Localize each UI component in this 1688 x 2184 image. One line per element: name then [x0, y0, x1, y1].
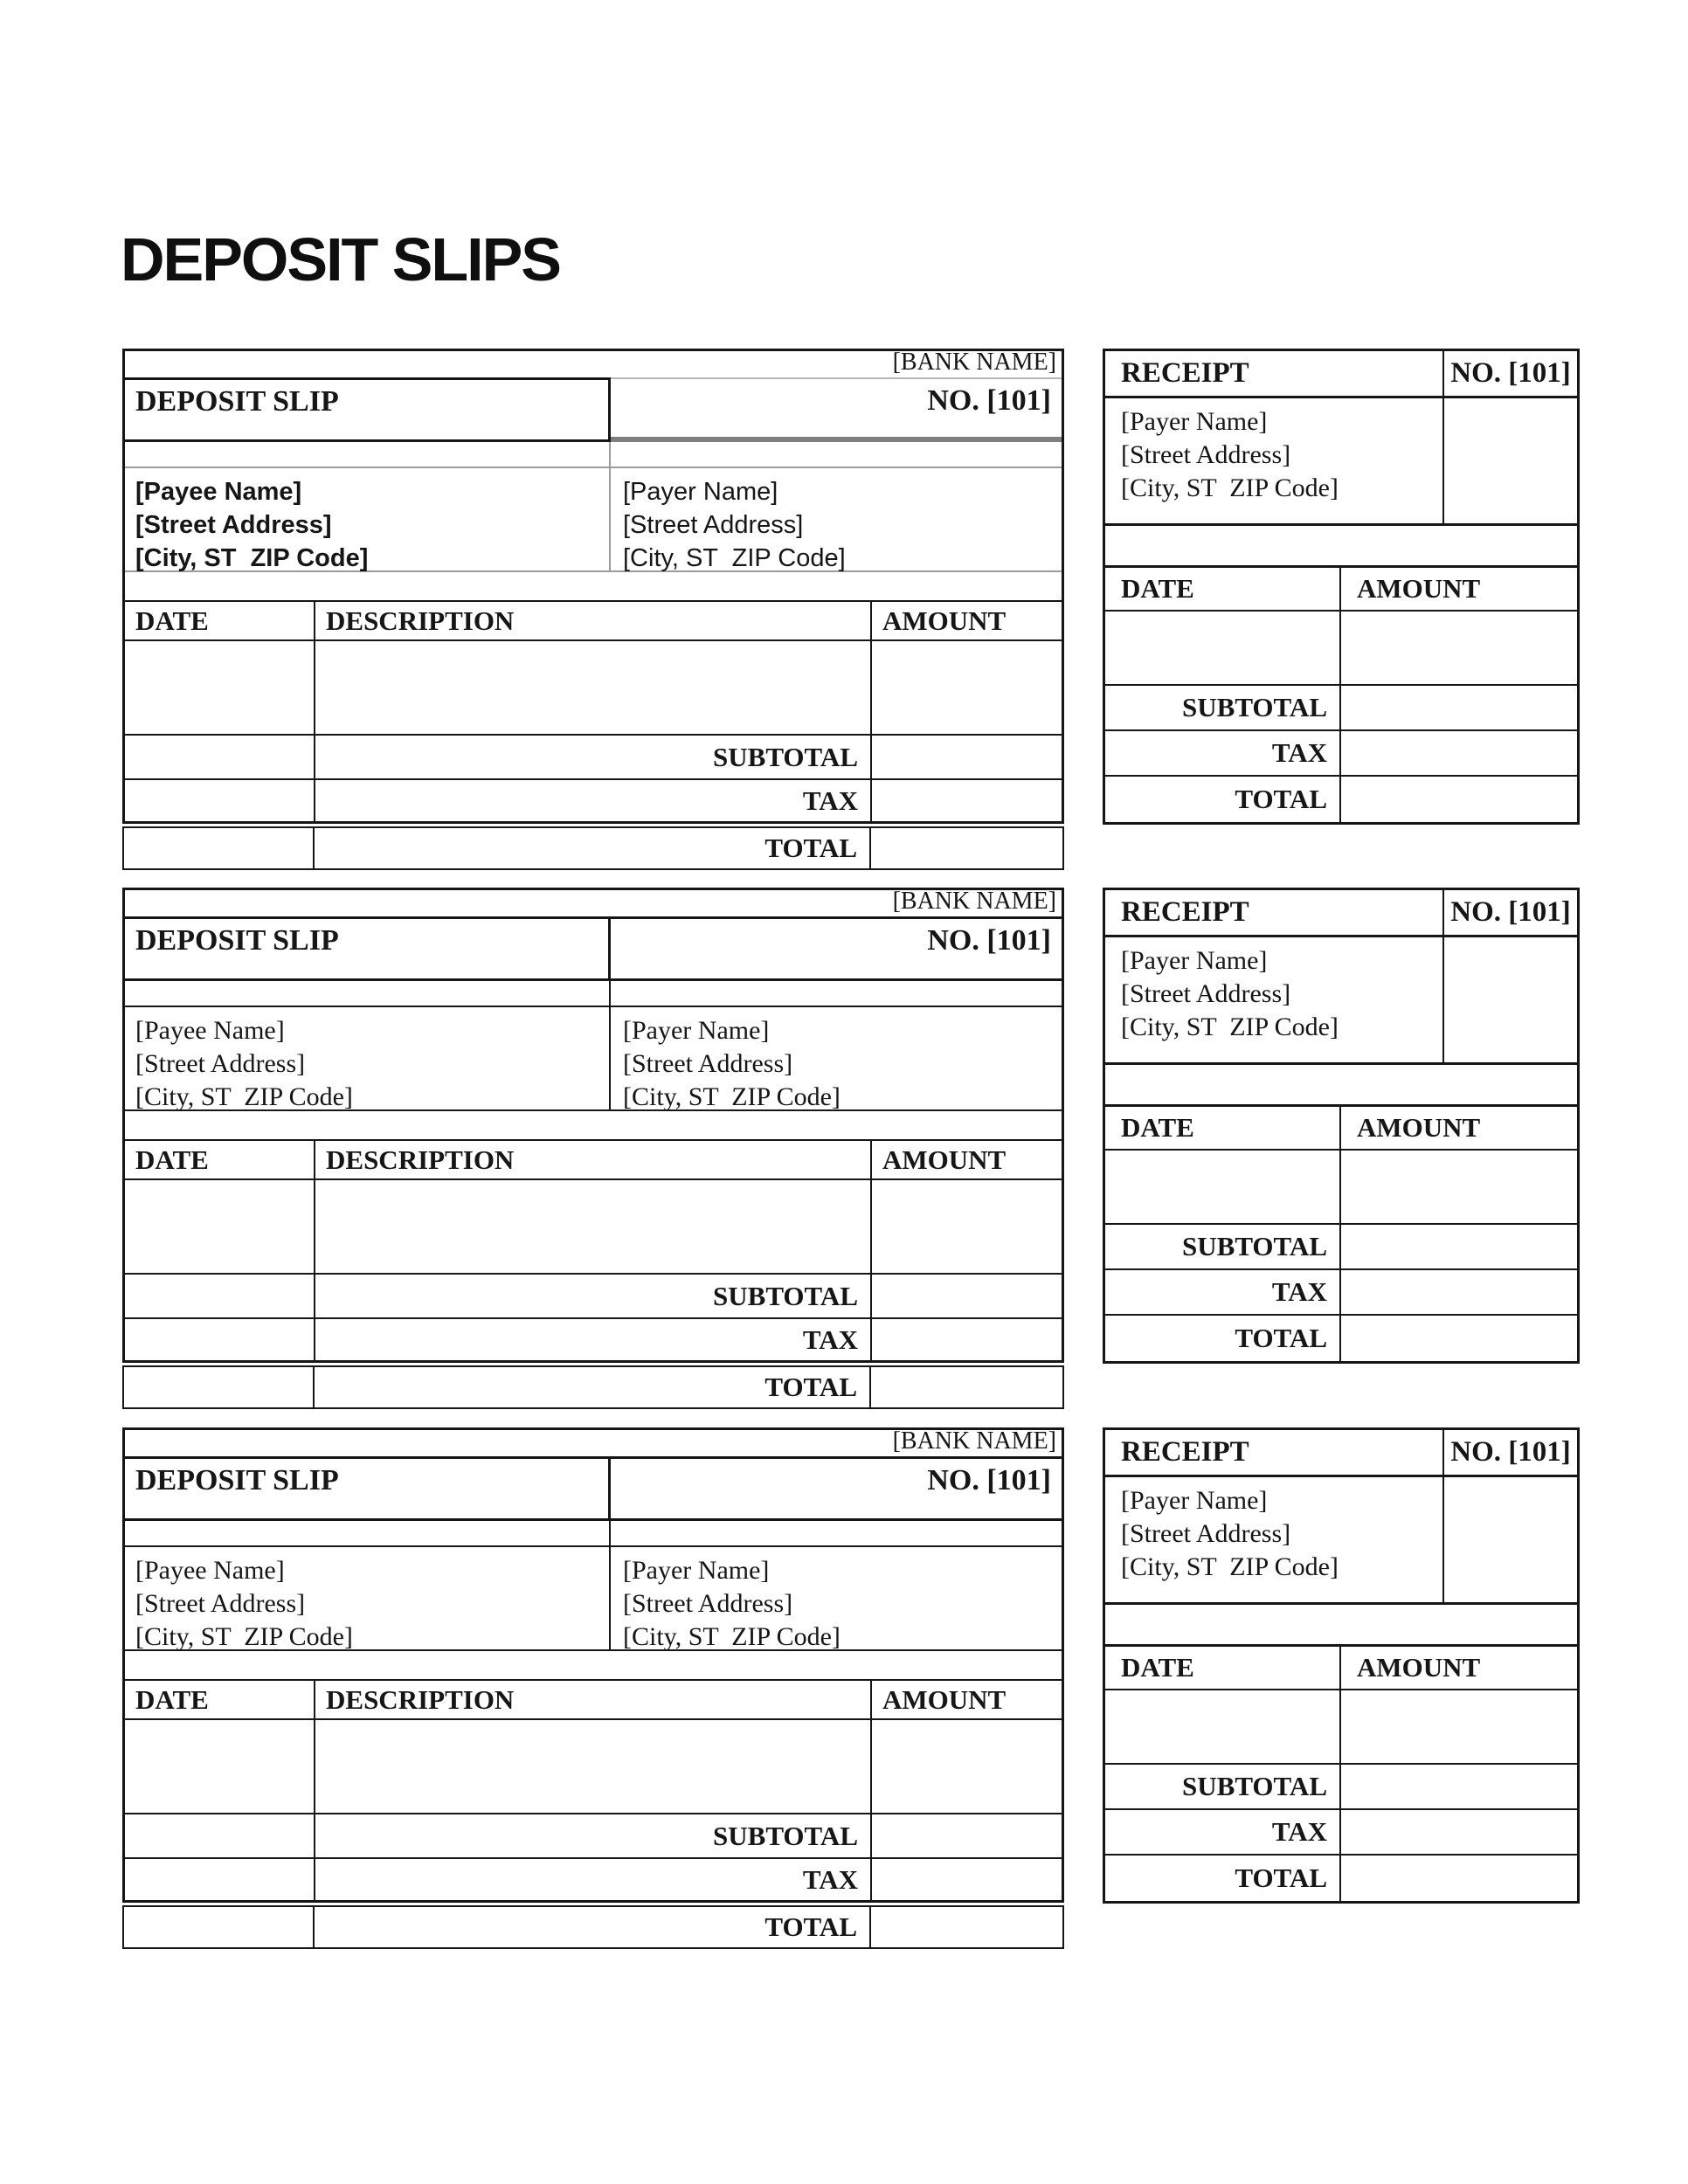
- subtotal-row: [125, 1814, 1062, 1859]
- slip-title-box: [125, 1456, 611, 1521]
- payer-street: [Street Address]: [1121, 979, 1291, 1008]
- subtotal-label: SUBTOTAL: [315, 736, 872, 778]
- subtotal-row: [125, 736, 1062, 780]
- total-row: [1105, 1316, 1577, 1361]
- slip-number: NO. [101]: [927, 1464, 1051, 1496]
- subtotal-label: SUBTOTAL: [315, 1814, 872, 1857]
- date-cell: [124, 828, 315, 868]
- address-row: [125, 1007, 1062, 1111]
- tax-amount-cell: [1341, 1270, 1577, 1314]
- description-column-header: DESCRIPTION: [315, 602, 872, 639]
- slip-title: DEPOSIT SLIP: [135, 385, 339, 418]
- subtotal-row: [125, 1275, 1062, 1319]
- date-column-header: DATE: [1105, 568, 1341, 610]
- deposit-slip-group: [0, 1427, 1688, 1956]
- date-column-header: DATE: [125, 1141, 315, 1178]
- tax-amount-cell: [872, 1859, 1062, 1900]
- slip-header-row: [125, 916, 1062, 981]
- payee-name: [Payee Name]: [135, 1016, 285, 1045]
- spacer-row: [125, 981, 1062, 1007]
- payee-street: [Street Address]: [135, 1049, 306, 1078]
- subtotal-amount-cell: [1341, 686, 1577, 729]
- total-label: TOTAL: [1105, 1856, 1341, 1901]
- total-row: [122, 826, 1064, 870]
- table-header-row: [1105, 1104, 1577, 1151]
- date-column-header: DATE: [1105, 1107, 1341, 1149]
- table-header-row: [1105, 1644, 1577, 1690]
- date-cell: [125, 1814, 315, 1857]
- amount-cell: [1341, 1690, 1577, 1763]
- address-row: [125, 1547, 1062, 1651]
- total-label: TOTAL: [1105, 1316, 1341, 1361]
- description-cell: [315, 1180, 872, 1273]
- receipt: [1103, 1427, 1580, 1904]
- deposit-slip-group: [0, 349, 1688, 877]
- amount-cell: [872, 1720, 1062, 1813]
- payer-address-block: [611, 468, 1062, 570]
- tax-amount-cell: [1341, 1810, 1577, 1854]
- date-cell: [1105, 612, 1341, 684]
- spacer-cell: [125, 981, 611, 1006]
- amount-cell: [1341, 1151, 1577, 1223]
- date-cell: [125, 1720, 315, 1813]
- payer-address-block: [1105, 1477, 1442, 1602]
- payer-city: [City, ST ZIP Code]: [623, 1082, 841, 1111]
- spacer-row: [125, 1651, 1062, 1679]
- receipt-address-row: [1105, 937, 1577, 1065]
- bank-name: [BANK NAME]: [892, 888, 1056, 915]
- total-amount-cell: [1341, 1316, 1577, 1361]
- subtotal-amount-cell: [872, 1814, 1062, 1857]
- subtotal-amount-cell: [872, 736, 1062, 778]
- payer-name: [Payer Name]: [1121, 1486, 1268, 1515]
- date-cell: [125, 641, 315, 734]
- tax-row: [1105, 1810, 1577, 1856]
- page-title: DEPOSIT SLIPS: [121, 225, 560, 294]
- date-cell: [125, 1859, 315, 1900]
- total-label: TOTAL: [1105, 777, 1341, 822]
- receipt: [1103, 888, 1580, 1364]
- total-row: [122, 1365, 1064, 1409]
- receipt-header-row: [1105, 1430, 1577, 1477]
- table-entry-row: [125, 1720, 1062, 1814]
- amount-column-header: AMOUNT: [1357, 1112, 1481, 1143]
- payer-address-block: [611, 1547, 1062, 1649]
- receipt-number-empty-cell: [1442, 937, 1577, 1062]
- payee-street: [Street Address]: [135, 1589, 306, 1618]
- amount-column-header: AMOUNT: [1357, 573, 1481, 604]
- total-row: [1105, 1856, 1577, 1901]
- table-header-row: [125, 1679, 1062, 1720]
- total-amount-cell: [871, 1367, 1062, 1407]
- description-column-header: DESCRIPTION: [315, 1141, 872, 1178]
- tax-row: [1105, 1270, 1577, 1316]
- receipt-header-row: [1105, 890, 1577, 937]
- amount-column-header: AMOUNT: [882, 1144, 1007, 1175]
- spacer-row: [1105, 526, 1577, 565]
- slip-number: NO. [101]: [927, 384, 1051, 417]
- date-cell: [124, 1367, 315, 1407]
- payee-city: [City, ST ZIP Code]: [135, 544, 369, 572]
- subtotal-amount-cell: [1341, 1225, 1577, 1268]
- tax-row: [125, 780, 1062, 821]
- spacer-row: [125, 1521, 1062, 1547]
- payer-name: [Payer Name]: [1121, 946, 1268, 975]
- payer-address-block: [1105, 398, 1442, 523]
- tax-row: [125, 1319, 1062, 1360]
- tax-label: TAX: [315, 780, 872, 821]
- subtotal-row: [1105, 1225, 1577, 1270]
- table-entry-row: [125, 1180, 1062, 1275]
- description-cell: [315, 1720, 872, 1813]
- date-cell: [125, 780, 315, 821]
- payer-street: [Street Address]: [623, 511, 804, 539]
- bank-name: [BANK NAME]: [892, 349, 1056, 376]
- bank-name: [BANK NAME]: [892, 1427, 1056, 1455]
- receipt-title: RECEIPT: [1121, 896, 1249, 928]
- subtotal-label: SUBTOTAL: [1105, 1765, 1341, 1808]
- slip-header-row: [125, 377, 1062, 442]
- tax-amount-cell: [1341, 731, 1577, 775]
- slip-title: DEPOSIT SLIP: [135, 924, 339, 957]
- subtotal-label: SUBTOTAL: [315, 1275, 872, 1317]
- spacer-row: [125, 572, 1062, 600]
- payer-name: [Payer Name]: [623, 1556, 770, 1585]
- payee-street: [Street Address]: [135, 511, 332, 539]
- amount-cell: [872, 1180, 1062, 1273]
- spacer-row: [125, 442, 1062, 468]
- payee-address-block: [125, 1547, 611, 1649]
- subtotal-amount-cell: [872, 1275, 1062, 1317]
- spacer-cell: [125, 442, 611, 467]
- payer-city: [City, ST ZIP Code]: [1121, 1552, 1339, 1581]
- date-column-header: DATE: [1105, 1647, 1341, 1689]
- bank-name-row: [125, 351, 1062, 377]
- table-header-row: [1105, 565, 1577, 612]
- receipt-number: NO. [101]: [1442, 351, 1577, 396]
- payer-city: [City, ST ZIP Code]: [1121, 473, 1339, 502]
- payee-address-block: [125, 468, 611, 570]
- slip-number-box: [611, 377, 1062, 442]
- tax-label: TAX: [1105, 1270, 1341, 1314]
- tax-row: [1105, 731, 1577, 777]
- payer-street: [Street Address]: [1121, 1519, 1291, 1548]
- subtotal-row: [1105, 1765, 1577, 1810]
- tax-label: TAX: [315, 1859, 872, 1900]
- receipt-number: NO. [101]: [1442, 890, 1577, 935]
- spacer-cell: [611, 981, 1062, 1006]
- description-cell: [315, 641, 872, 734]
- table-header-row: [125, 1139, 1062, 1180]
- amount-column-header: AMOUNT: [1357, 1652, 1481, 1683]
- payer-address-block: [611, 1007, 1062, 1109]
- spacer-row: [1105, 1605, 1577, 1644]
- table-entry-row: [1105, 1151, 1577, 1225]
- payer-street: [Street Address]: [623, 1049, 793, 1078]
- deposit-slip-group: [0, 888, 1688, 1416]
- deposit-slip-box: [122, 888, 1064, 1363]
- receipt-header-row: [1105, 351, 1577, 398]
- total-label: TOTAL: [315, 1367, 871, 1407]
- receipt-title: RECEIPT: [1121, 1436, 1249, 1468]
- slip-title-box: [125, 377, 611, 442]
- deposit-slip: [122, 888, 1064, 1409]
- tax-row: [125, 1859, 1062, 1900]
- tax-amount-cell: [872, 780, 1062, 821]
- spacer-cell: [611, 442, 1062, 467]
- amount-column-header: AMOUNT: [882, 1683, 1007, 1715]
- payee-city: [City, ST ZIP Code]: [135, 1622, 353, 1651]
- date-cell: [1105, 1151, 1341, 1223]
- payer-city: [City, ST ZIP Code]: [1121, 1013, 1339, 1041]
- table-header-row: [125, 600, 1062, 641]
- date-column-header: DATE: [125, 1681, 315, 1718]
- bank-name-row: [125, 1427, 1062, 1456]
- receipt: [1103, 349, 1580, 825]
- amount-column-header: AMOUNT: [882, 605, 1007, 636]
- date-cell: [125, 1275, 315, 1317]
- tax-label: TAX: [1105, 1810, 1341, 1854]
- total-row: [122, 1905, 1064, 1949]
- slip-number-box: [611, 1456, 1062, 1521]
- payer-street: [Street Address]: [1121, 440, 1291, 469]
- deposit-slip-box: [122, 349, 1064, 824]
- total-label: TOTAL: [315, 828, 871, 868]
- payee-name: [Payee Name]: [135, 478, 302, 506]
- date-cell: [125, 1180, 315, 1273]
- spacer-row: [1105, 1065, 1577, 1104]
- payee-city: [City, ST ZIP Code]: [135, 1082, 353, 1111]
- payee-address-block: [125, 1007, 611, 1109]
- date-cell: [125, 1319, 315, 1360]
- deposit-slip-box: [122, 1427, 1064, 1903]
- total-amount-cell: [1341, 777, 1577, 822]
- date-cell: [125, 736, 315, 778]
- receipt-title: RECEIPT: [1121, 357, 1249, 389]
- receipt-number: NO. [101]: [1442, 1430, 1577, 1475]
- payer-address-block: [1105, 937, 1442, 1062]
- amount-cell: [1341, 612, 1577, 684]
- date-column-header: DATE: [125, 602, 315, 639]
- slip-title: DEPOSIT SLIP: [135, 1464, 339, 1496]
- payer-city: [City, ST ZIP Code]: [623, 544, 846, 572]
- total-amount-cell: [871, 1907, 1062, 1947]
- table-entry-row: [1105, 612, 1577, 686]
- address-row: [125, 468, 1062, 572]
- subtotal-label: SUBTOTAL: [1105, 1225, 1341, 1268]
- payee-name: [Payee Name]: [135, 1556, 285, 1585]
- payer-city: [City, ST ZIP Code]: [623, 1622, 841, 1651]
- description-column-header: DESCRIPTION: [315, 1681, 872, 1718]
- date-cell: [1105, 1690, 1341, 1763]
- receipt-address-row: [1105, 398, 1577, 526]
- table-entry-row: [125, 641, 1062, 736]
- bank-name-row: [125, 890, 1062, 916]
- amount-cell: [872, 641, 1062, 734]
- slip-title-box: [125, 916, 611, 981]
- subtotal-row: [1105, 686, 1577, 731]
- receipt-number-empty-cell: [1442, 1477, 1577, 1602]
- tax-amount-cell: [872, 1319, 1062, 1360]
- slip-number-box: [611, 916, 1062, 981]
- total-amount-cell: [1341, 1856, 1577, 1901]
- tax-label: TAX: [315, 1319, 872, 1360]
- receipt-number-empty-cell: [1442, 398, 1577, 523]
- total-row: [1105, 777, 1577, 822]
- payer-street: [Street Address]: [623, 1589, 793, 1618]
- payer-name: [Payer Name]: [623, 478, 778, 506]
- date-cell: [124, 1907, 315, 1947]
- deposit-slip: [122, 1427, 1064, 1949]
- spacer-row: [125, 1111, 1062, 1139]
- slip-number: NO. [101]: [927, 924, 1051, 957]
- spacer-cell: [125, 1521, 611, 1545]
- slip-header-row: [125, 1456, 1062, 1521]
- subtotal-amount-cell: [1341, 1765, 1577, 1808]
- payer-name: [Payer Name]: [1121, 407, 1268, 436]
- payer-name: [Payer Name]: [623, 1016, 770, 1045]
- spacer-cell: [611, 1521, 1062, 1545]
- deposit-slip: [122, 349, 1064, 870]
- total-label: TOTAL: [315, 1907, 871, 1947]
- total-amount-cell: [871, 828, 1062, 868]
- tax-label: TAX: [1105, 731, 1341, 775]
- receipt-address-row: [1105, 1477, 1577, 1605]
- table-entry-row: [1105, 1690, 1577, 1765]
- subtotal-label: SUBTOTAL: [1105, 686, 1341, 729]
